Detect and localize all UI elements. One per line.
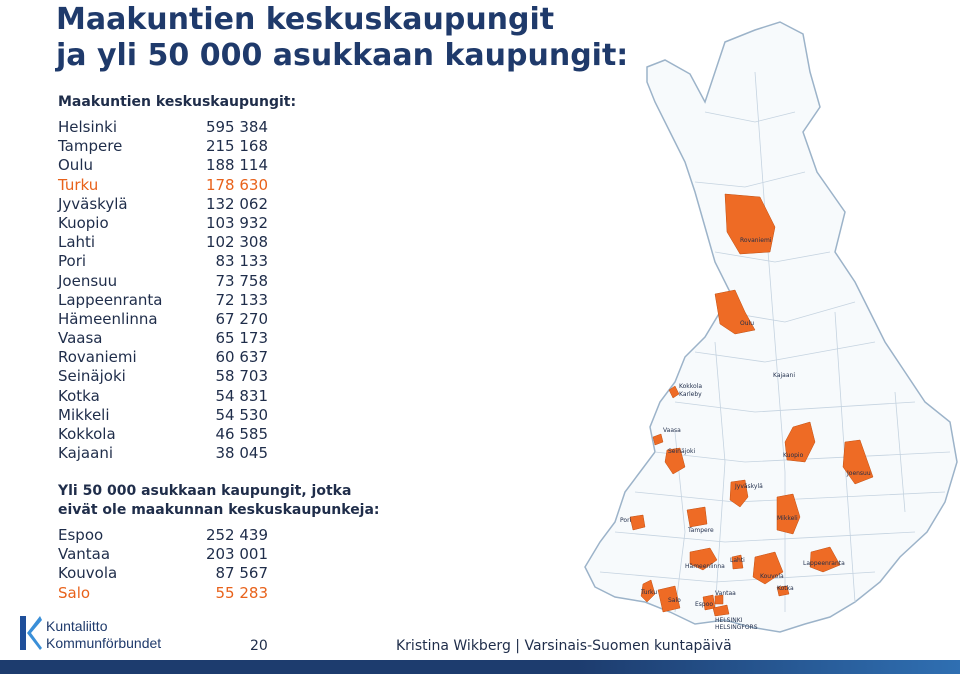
map-label: Kuopio: [783, 452, 804, 459]
city-name: Vantaa: [58, 545, 111, 564]
map-label: Kajaani: [773, 372, 795, 379]
city-row: [58, 425, 298, 444]
city-population: 87 567: [215, 564, 268, 583]
city-population: 72 133: [215, 290, 268, 309]
region-pori: [630, 515, 645, 530]
map-label: Vaasa: [663, 427, 681, 434]
map-label: Karleby: [679, 391, 702, 398]
map-label: Seinäjoki: [668, 448, 696, 455]
map-label: Mikkeli: [777, 515, 798, 522]
city-row: [58, 310, 298, 329]
city-row: [58, 444, 298, 463]
map-label: Hämeenlinna: [685, 563, 725, 570]
city-population: 55 283: [215, 583, 268, 602]
map-label: Salo: [668, 597, 681, 604]
city-name: Rovaniemi: [58, 348, 137, 367]
city-row: [58, 137, 298, 156]
map-label: Jyväskylä: [735, 483, 763, 490]
city-population: 595 384: [205, 118, 268, 136]
city-population: 54 831: [215, 386, 268, 405]
map-label: Kotka: [777, 585, 794, 592]
city-population: 58 703: [215, 367, 268, 386]
footer-author: Kristina Wikberg | Varsinais-Suomen kuntapäivä: [396, 638, 732, 654]
city-row: [58, 387, 298, 406]
city-name: Joensuu: [58, 271, 118, 290]
city-name: Mikkeli: [58, 405, 110, 424]
city-row: [58, 233, 298, 252]
city-name: Oulu: [58, 156, 93, 175]
title-line-2: ja yli 50 000 asukkaan kaupungit:: [56, 38, 629, 73]
city-row: [58, 195, 298, 214]
city-row: [58, 367, 298, 386]
map-label: HELSINKI: [715, 617, 743, 624]
city-name: Turku: [58, 175, 99, 194]
title-line-1: Maakuntien keskuskaupungit: [56, 2, 555, 37]
city-row: [58, 291, 298, 310]
map-label: HELSINGFORS: [715, 624, 758, 631]
section-heading-line-2: eivät ole maakunnan keskuskaupunkeja:: [58, 502, 380, 518]
city-row: [58, 545, 298, 564]
city-name: Pori: [58, 252, 87, 271]
city-name: Tampere: [58, 137, 123, 156]
map-label: Pori: [620, 517, 632, 524]
city-row: [58, 526, 298, 545]
city-row: [58, 406, 298, 425]
city-population: 215 168: [205, 137, 268, 156]
city-row: [58, 118, 298, 137]
city-population: 203 001: [205, 545, 268, 564]
city-population: 178 630: [205, 175, 268, 194]
city-population: 73 758: [215, 271, 268, 290]
logo-line-1: Kuntaliitto: [46, 618, 108, 634]
city-population: 188 114: [205, 156, 268, 175]
map-label: Joensuu: [847, 470, 871, 477]
city-name: Kokkola: [58, 425, 116, 443]
section-heading-large-cities: [58, 482, 380, 520]
city-name: Seinäjoki: [58, 367, 126, 386]
page-title: [56, 2, 628, 74]
city-name: Kouvola: [58, 564, 118, 583]
large-cities-list: [58, 526, 298, 603]
city-population: 38 045: [215, 444, 268, 463]
section-heading-capitals: Maakuntien keskuskaupungit:: [58, 94, 297, 110]
city-row: [58, 348, 298, 367]
k-logo-icon: [18, 614, 42, 652]
kuntaliitto-logo: [18, 614, 218, 656]
city-row: [58, 329, 298, 348]
map-label: Lahti: [730, 557, 745, 564]
map-label: Tampere: [688, 527, 714, 534]
city-name: Espoo: [58, 526, 104, 544]
finland-outline: [585, 22, 957, 632]
map-label: Lappeenranta: [803, 560, 845, 567]
city-row: [58, 272, 298, 291]
section-heading-line-1: Yli 50 000 asukkaan kaupungit, jotka: [58, 483, 352, 499]
city-population: 83 133: [215, 252, 268, 271]
city-name: Kuopio: [58, 213, 109, 232]
map-label: Kouvola: [760, 573, 784, 580]
logo-line-2: Kommunförbundet: [46, 635, 162, 651]
page-number: 20: [250, 638, 268, 654]
city-population: 65 173: [215, 329, 268, 348]
city-name: Lahti: [58, 233, 96, 252]
city-name: Salo: [58, 583, 91, 602]
map-label: Rovaniemi: [740, 237, 772, 244]
city-population: 102 308: [205, 233, 268, 252]
map-label: Oulu: [740, 320, 754, 327]
footer-bar: [0, 660, 960, 674]
map-label: Kokkola: [679, 383, 703, 390]
city-population: 46 585: [215, 425, 268, 443]
city-population: 67 270: [215, 309, 268, 328]
city-name: Kajaani: [58, 444, 113, 463]
map-label: Espoo: [695, 601, 714, 608]
city-population: 54 530: [215, 405, 268, 424]
city-population: 132 062: [205, 194, 268, 213]
city-name: Hämeenlinna: [58, 309, 158, 328]
capitals-list: [58, 118, 298, 463]
city-name: Helsinki: [58, 118, 118, 136]
city-population: 60 637: [215, 348, 268, 367]
map-label: Vantaa: [715, 590, 736, 597]
city-row: [58, 176, 298, 195]
city-name: Vaasa: [58, 329, 103, 348]
city-population: 103 932: [205, 213, 268, 232]
city-name: Kotka: [58, 386, 100, 405]
city-row: [58, 156, 298, 175]
map-label: Turku: [641, 589, 658, 596]
city-row: [58, 564, 298, 583]
finland-map: [555, 12, 960, 642]
city-population: 252 439: [205, 526, 268, 544]
city-name: Lappeenranta: [58, 290, 163, 309]
city-row: [58, 584, 298, 603]
city-row: [58, 252, 298, 271]
city-name: Jyväskylä: [58, 194, 128, 213]
region-tampere: [687, 507, 707, 527]
city-row: [58, 214, 298, 233]
